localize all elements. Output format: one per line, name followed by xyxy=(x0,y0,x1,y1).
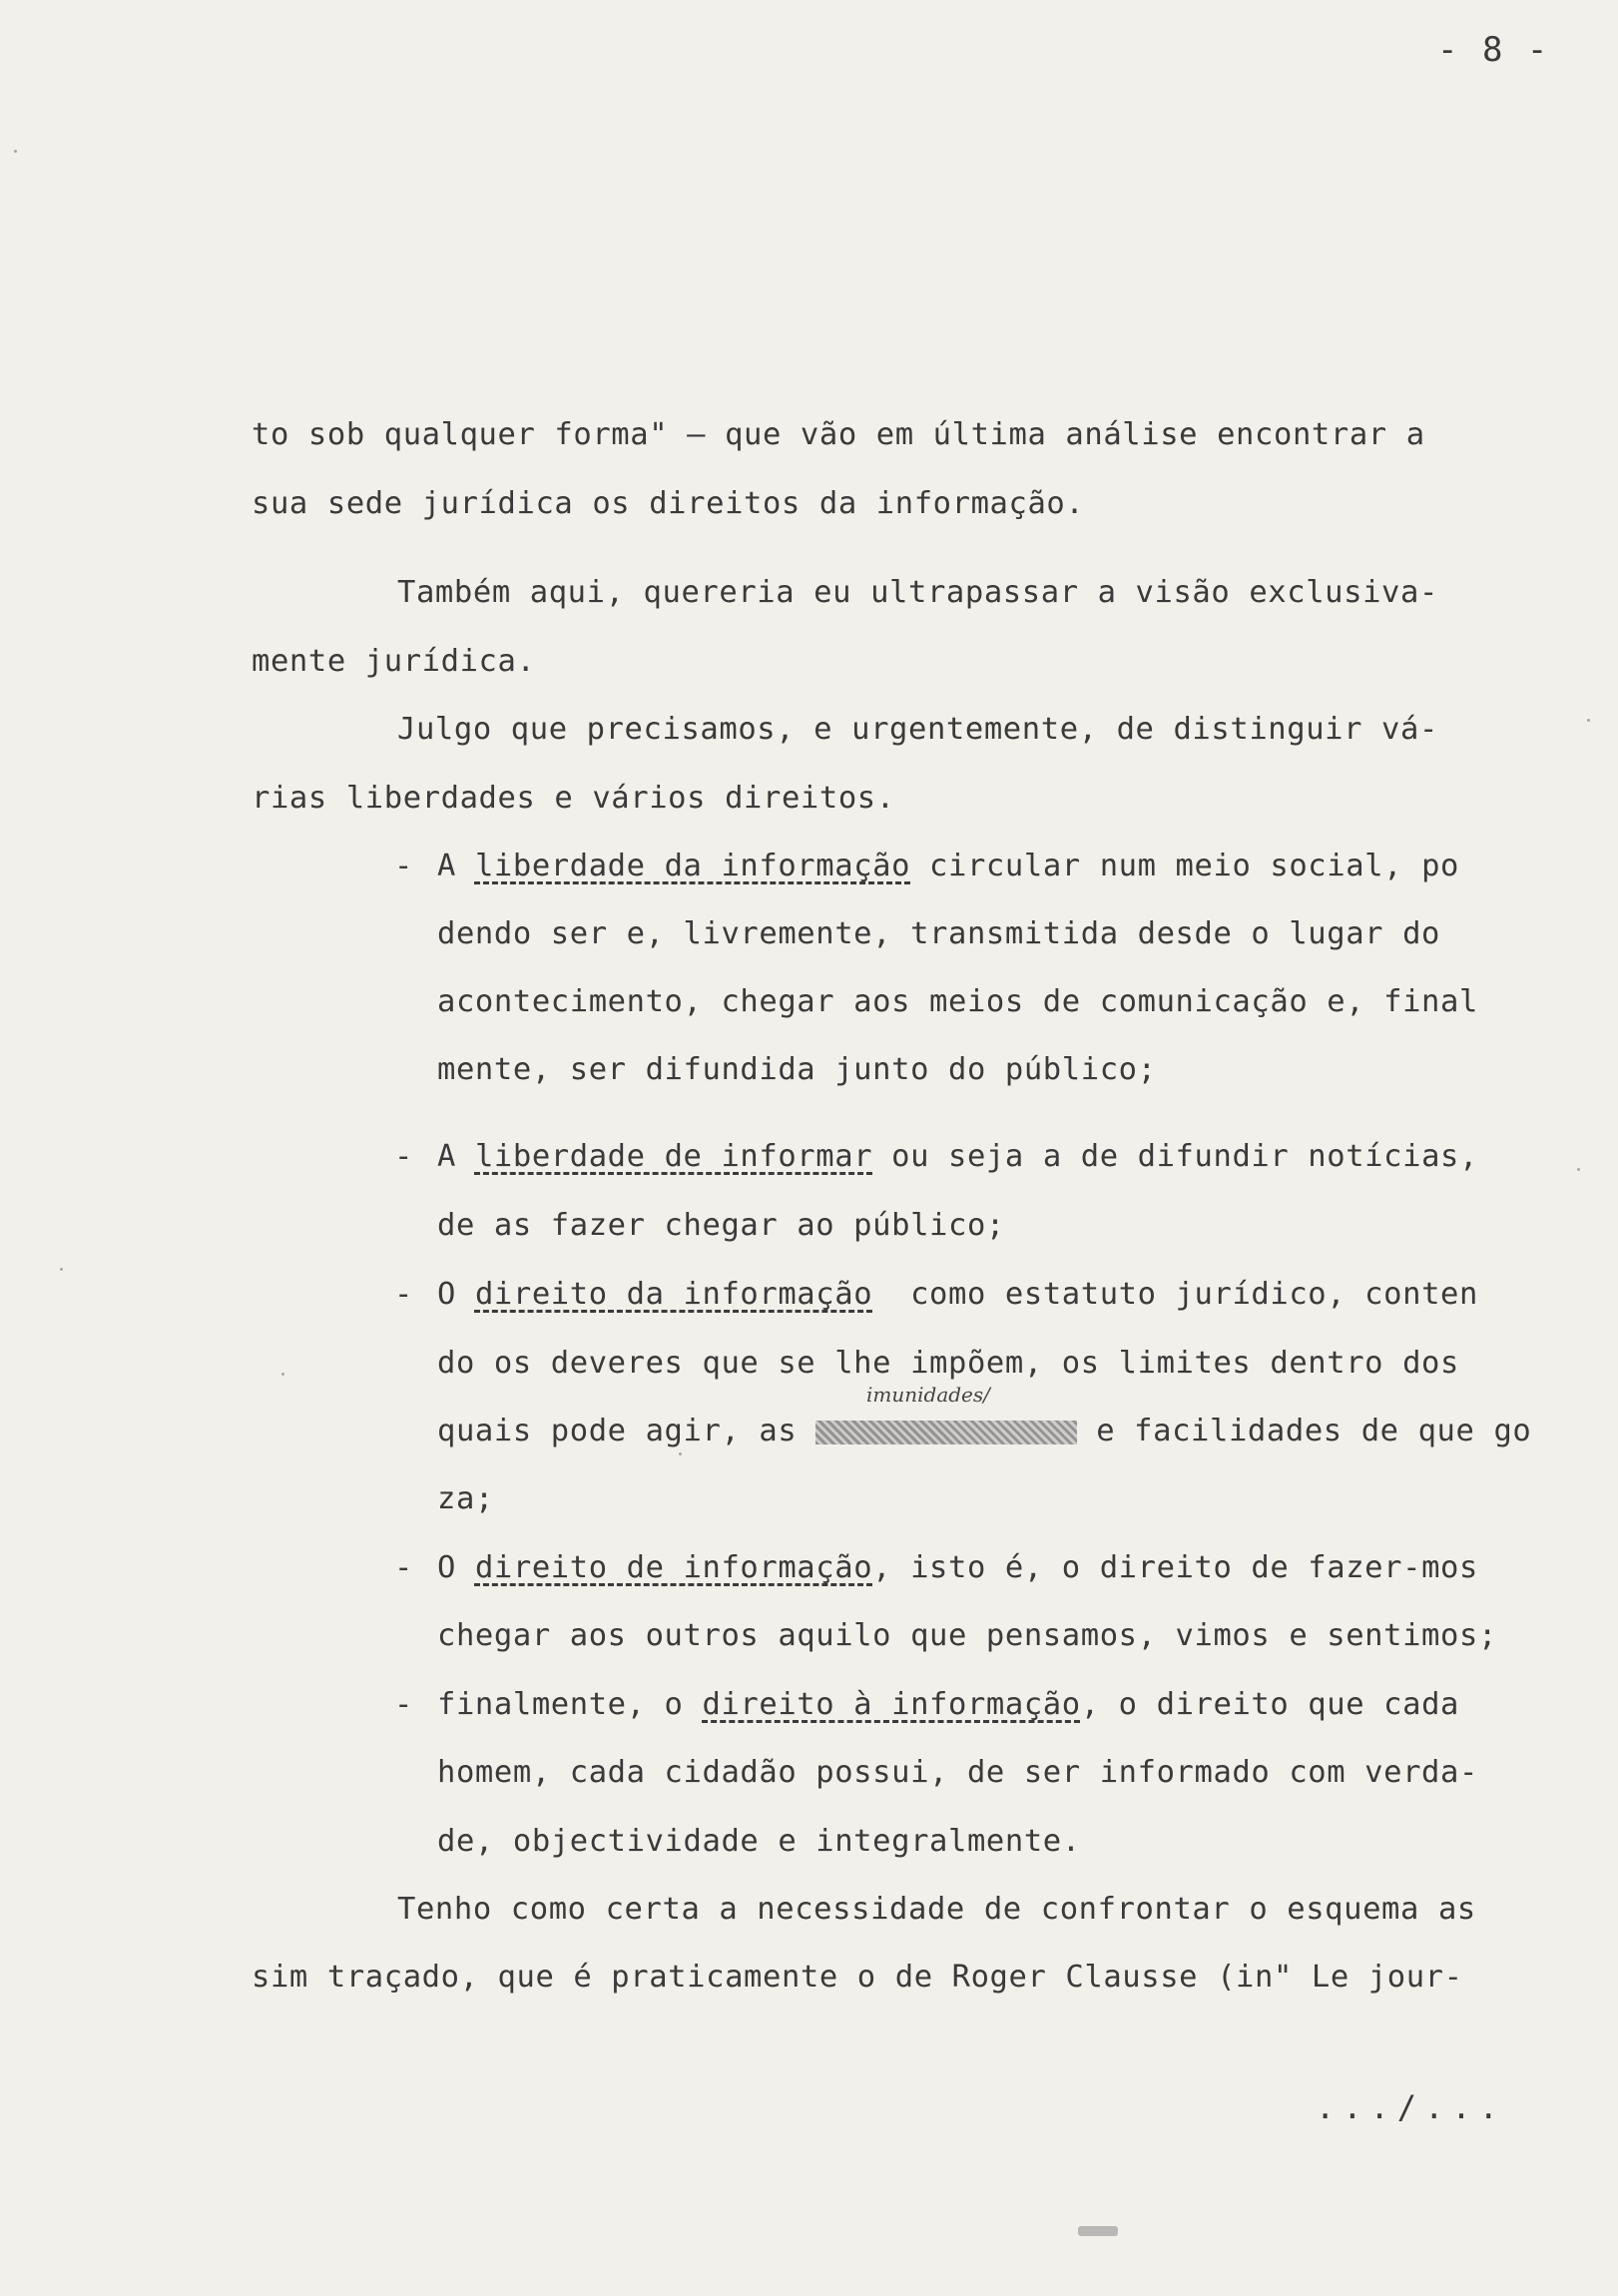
scan-speck xyxy=(281,1373,284,1376)
text-line: chegar aos outros aquilo que pensamos, vimos e sentimos; xyxy=(437,1618,1497,1653)
bullet-dash: - xyxy=(394,1139,413,1174)
handwritten-insertion: imunidades/ xyxy=(866,1383,990,1407)
bullet-dash: - xyxy=(394,1550,413,1585)
list-item-line: O direito da informação como estatuto jurídico, conten xyxy=(437,1277,1478,1312)
underlined-term: direito à informação xyxy=(702,1687,1081,1722)
list-item-line: finalmente, o direito à informação, o direito que cada xyxy=(437,1687,1460,1722)
text-line: mente, ser difundida junto do público; xyxy=(437,1052,1157,1087)
scan-speck xyxy=(1587,719,1590,722)
scan-speck xyxy=(1577,1168,1580,1171)
list-item-line: A liberdade da informação circular num meio social, po xyxy=(437,849,1459,883)
text-line: rias liberdades e vários direitos. xyxy=(252,781,895,816)
text-line: Tenho como certa a necessidade de confrontar o esquema as xyxy=(397,1892,1476,1927)
text-line: dendo ser e, livremente, transmitida desde o lugar do xyxy=(437,916,1441,951)
text-line: do os deveres que se lhe impõem, os limites dentro dos xyxy=(437,1346,1459,1381)
list-item-line: O direito de informação, isto é, o direito de fazer-mos xyxy=(437,1550,1478,1585)
text-line: sim traçado, que é praticamente o de Roger Clausse (in" Le jour- xyxy=(252,1960,1463,1995)
underlined-term: liberdade da informação xyxy=(474,849,911,883)
text-line: de as fazer chegar ao público; xyxy=(437,1208,1005,1243)
text-line: homem, cada cidadão possui, de ser informado com verda- xyxy=(437,1755,1478,1790)
text-line: acontecimento, chegar aos meios de comunicação e, final xyxy=(437,984,1478,1019)
text-line: to sob qualquer forma" — que vão em última análise encontrar a xyxy=(252,417,1425,452)
text-line: Também aqui, quereria eu ultrapassar a visão exclusiva- xyxy=(397,575,1438,610)
list-item-line: A liberdade de informar ou seja a de difundir notícias, xyxy=(437,1139,1478,1174)
bullet-dash: - xyxy=(394,1277,413,1312)
text-line: sua sede jurídica os direitos da informação. xyxy=(252,486,1085,521)
scan-speck xyxy=(14,150,17,153)
text-line: Julgo que precisamos, e urgentemente, de distinguir vá- xyxy=(397,712,1438,747)
underlined-term: direito de informação xyxy=(474,1550,873,1585)
bullet-dash: - xyxy=(394,1687,413,1722)
scan-speck xyxy=(60,1268,63,1271)
scan-smudge xyxy=(1078,2226,1118,2236)
continuation-marker: .../... xyxy=(1316,2088,1506,2126)
scan-speck xyxy=(679,1452,682,1455)
underlined-term: liberdade de informar xyxy=(474,1139,873,1174)
struck-out-word xyxy=(815,1421,1077,1444)
bullet-dash: - xyxy=(394,849,413,883)
underlined-term: direito da informação xyxy=(474,1277,873,1312)
text-line: za; xyxy=(437,1481,494,1516)
list-item-line: quais pode agir, as e facilidades de que go xyxy=(437,1414,1532,1448)
text-line: de, objectividade e integralmente. xyxy=(437,1824,1081,1859)
page-number: - 8 - xyxy=(1437,30,1550,70)
text-line: mente jurídica. xyxy=(252,644,536,679)
